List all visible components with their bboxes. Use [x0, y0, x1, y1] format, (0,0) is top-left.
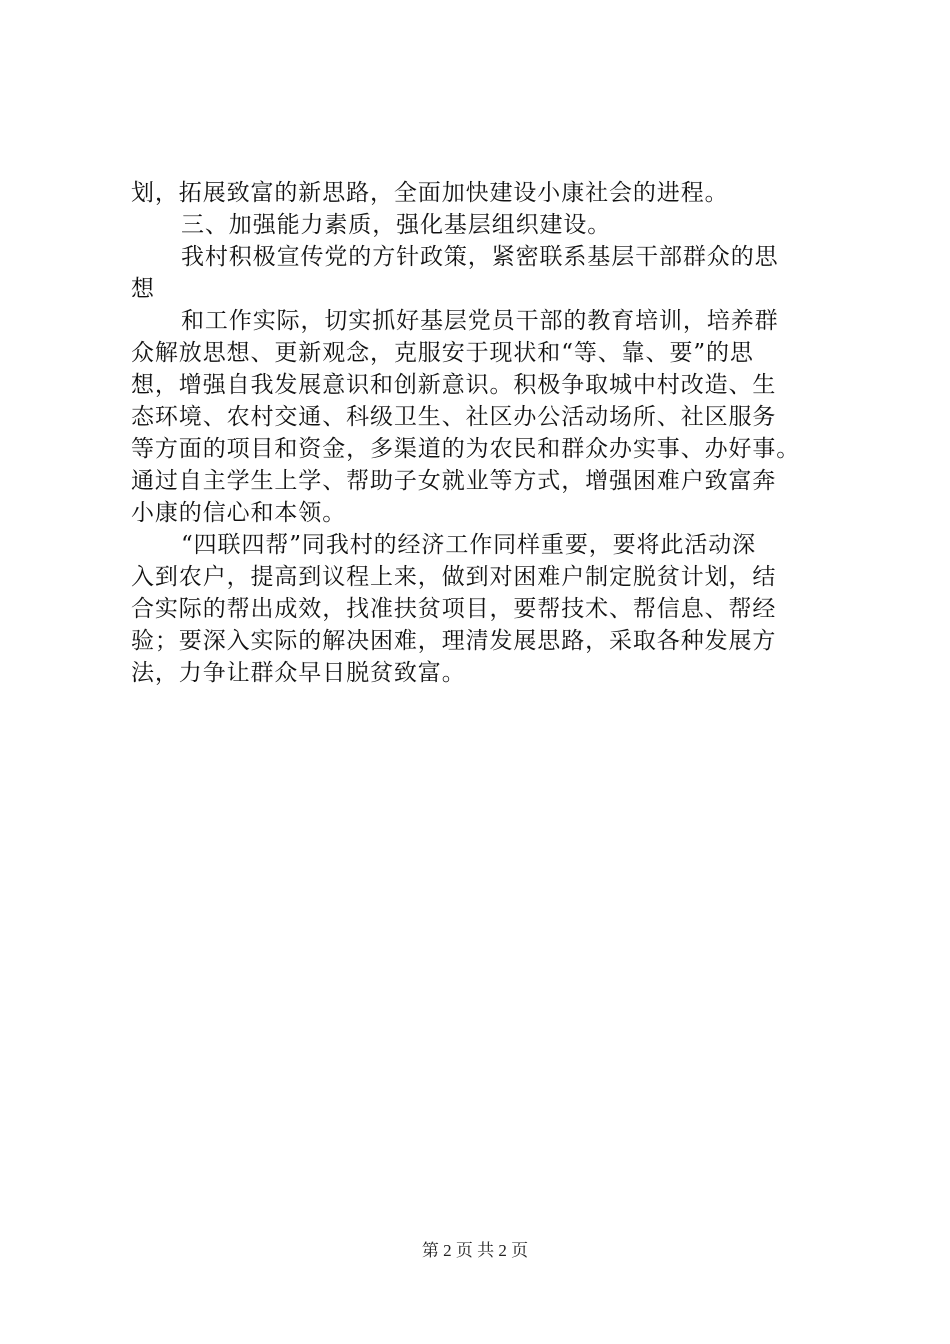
text-line: 划，拓展致富的新思路，全面加快建设小康社会的进程。 — [131, 180, 729, 206]
page-number-footer: 第 2 页 共 2 页 — [421, 1241, 529, 1260]
text-line: 态环境、农村交通、科级卫生、社区办公活动场所、社区服务 — [131, 404, 777, 430]
text-line: 法，力争让群众早日脱贫致富。 — [131, 660, 466, 686]
text-line: 通过自主学生上学、帮助子女就业等方式，增强困难户致富奔 — [131, 468, 777, 494]
text-line: 我村积极宣传党的方针政策，紧密联系基层干部群众的思 — [181, 244, 779, 270]
section-heading: 三、加强能力素质，强化基层组织建设。 — [181, 212, 612, 238]
document-body — [131, 177, 831, 689]
text-line: 小康的信心和本领。 — [131, 500, 347, 526]
text-line: 合实际的帮出成效，找准扶贫项目，要帮技术、帮信息、帮经 — [131, 596, 777, 622]
text-line: 和工作实际，切实抓好基层党员干部的教育培训，培养群 — [181, 308, 779, 334]
text-line: 众解放思想、更新观念，克服安于现状和“等、靠、要”的思 — [131, 340, 754, 366]
text-line: 入到农户，提高到议程上来，做到对困难户制定脱贫计划，结 — [131, 564, 777, 590]
text-line: 想 — [131, 276, 155, 302]
text-line: 想，增强自我发展意识和创新意识。积极争取城中村改造、生 — [131, 372, 777, 398]
text-line: 等方面的项目和资金，多渠道的为农民和群众办实事、办好事。 — [131, 436, 801, 462]
text-line: 验；要深入实际的解决困难，理清发展思路，采取各种发展方 — [131, 628, 777, 654]
text-line: “四联四帮”同我村的经济工作同样重要，要将此活动深 — [181, 532, 757, 558]
